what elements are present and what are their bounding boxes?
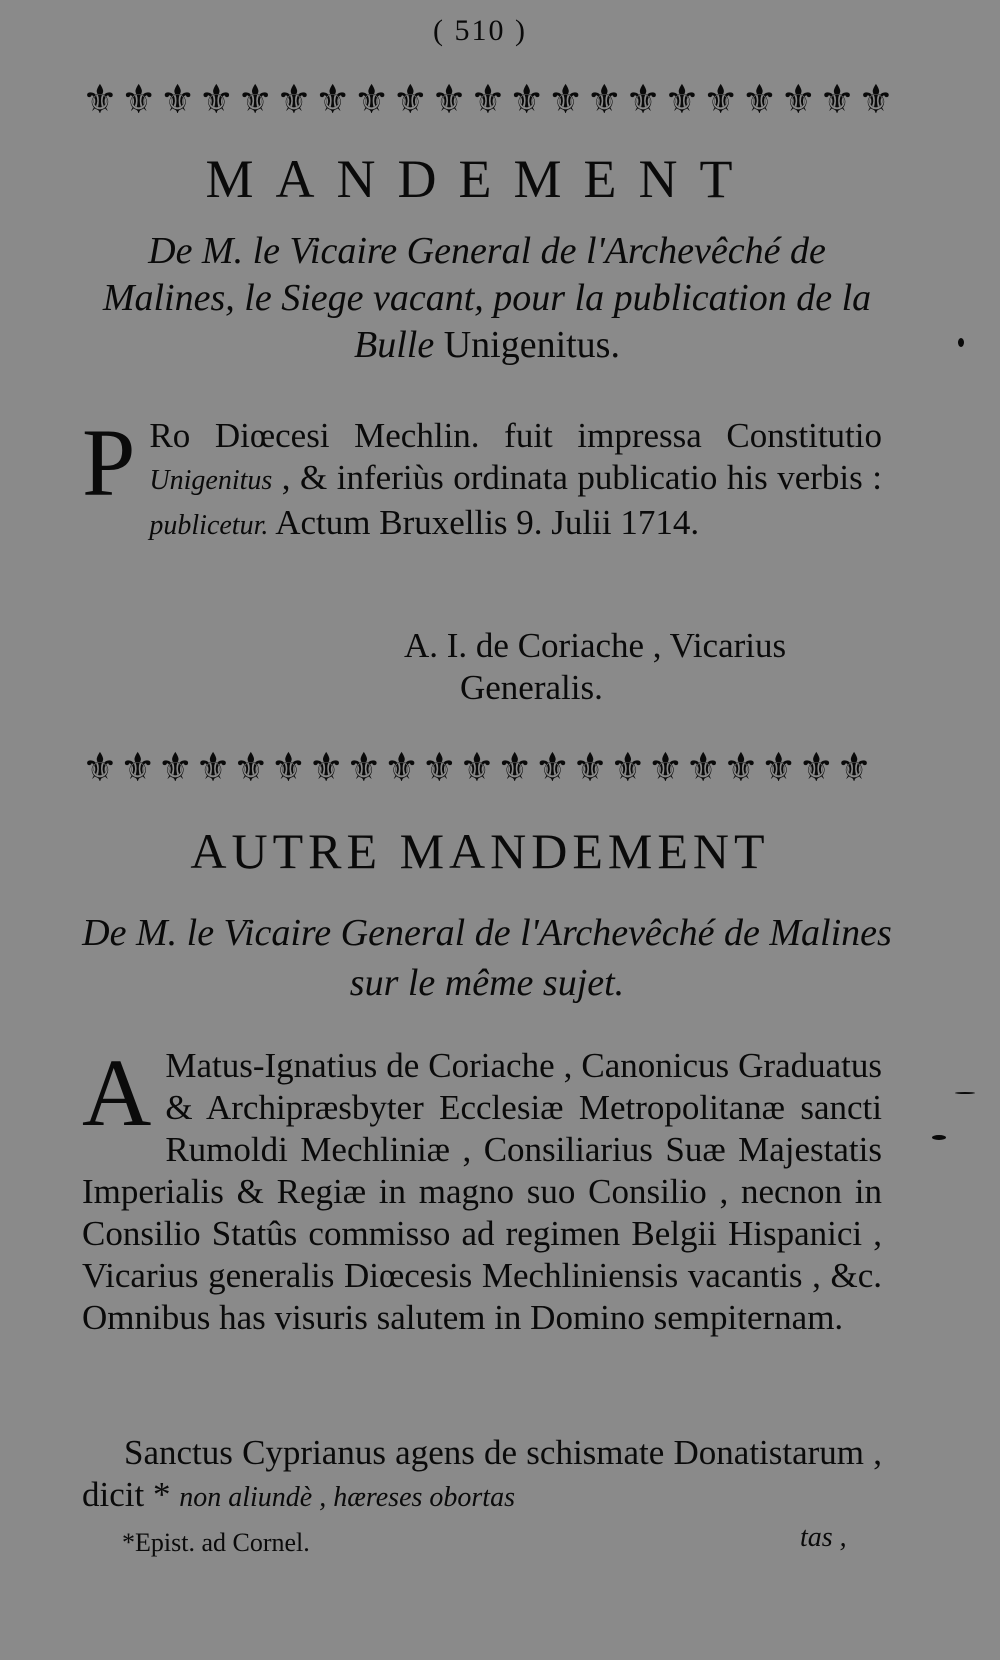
fleur-de-lis-icon: ⚜ (119, 745, 156, 790)
fleur-de-lis-icon: ⚜ (314, 77, 351, 122)
fleur-de-lis-icon: ⚜ (82, 745, 118, 790)
fleur-de-lis-icon: ⚜ (647, 745, 684, 790)
fleur-de-lis-icon: ⚜ (722, 745, 759, 790)
para1-italic-publicetur: publicetur. (149, 510, 269, 541)
para1-italic-unigenitus: Unigenitus (149, 465, 273, 496)
signature-line1: A. I. de Coriache , Vicarius (404, 626, 787, 665)
fleur-de-lis-icon: ⚜ (496, 745, 533, 790)
signature-line2: Generalis. (460, 668, 603, 707)
fleur-de-lis-icon: ⚜ (195, 745, 231, 790)
scan-speck (955, 1092, 975, 1094)
ornament-row-top (82, 77, 894, 122)
dropcap-a: A (82, 1039, 152, 1146)
fleur-de-lis-icon: ⚜ (353, 77, 390, 122)
fleur-de-lis-icon: ⚜ (760, 745, 797, 790)
fleur-de-lis-icon: ⚜ (270, 745, 307, 790)
fleur-de-lis-icon: ⚜ (82, 77, 118, 122)
para3-italic: non aliundè , hæreses obortas (179, 1482, 515, 1513)
para2-body: Matus-Ignatius de Coriache , Canonicus Graduatus & Archipræsbyter Ecclesiæ Metropolitanæ sancti Rumoldi Mechliniæ , Consiliarius Suæ Majestatis Imperialis & Regiæ in magno suo Consilio , necnon in Consilio Statûs commisso ad regimen Belgii Hispanici , Vicarius generalis Diœcesis Mechliniensis vacantis , &c. Omnibus has visuris salutem in Domino sempiternam. (82, 1046, 882, 1337)
fleur-de-lis-icon: ⚜ (431, 77, 468, 122)
fleur-de-lis-icon: ⚜ (421, 745, 458, 790)
autre-mandement-subtitle: De M. le Vicaire General de l'Archevêché de Malines sur le même sujet. (82, 912, 892, 1004)
fleur-de-lis-icon: ⚜ (586, 77, 623, 122)
fleur-de-lis-icon: ⚜ (836, 745, 872, 790)
scan-speck (958, 338, 964, 347)
fleur-de-lis-icon: ⚜ (609, 745, 646, 790)
fleur-de-lis-icon: ⚜ (663, 77, 700, 122)
footnote: *Epist. ad Cornel. (122, 1528, 310, 1557)
paragraph-amatus-ignatius (82, 1039, 882, 1339)
page-number: ( 510 ) (433, 14, 527, 47)
scan-speck (932, 1135, 946, 1140)
fleur-de-lis-icon: ⚜ (469, 77, 506, 122)
para1-text-1: Ro Diœcesi Mechlin. fuit impressa Constitutio (149, 416, 882, 455)
fleur-de-lis-icon: ⚜ (459, 745, 495, 790)
fleur-de-lis-icon: ⚜ (392, 77, 429, 122)
fleur-de-lis-icon: ⚜ (534, 745, 571, 790)
fleur-de-lis-icon: ⚜ (741, 77, 778, 122)
ornament-row-middle (82, 745, 872, 790)
fleur-de-lis-icon: ⚜ (232, 745, 269, 790)
fleur-de-lis-icon: ⚜ (685, 745, 722, 790)
fleur-de-lis-icon: ⚜ (308, 745, 345, 790)
fleur-de-lis-icon: ⚜ (157, 745, 194, 790)
fleur-de-lis-icon: ⚜ (159, 77, 196, 122)
fleur-de-lis-icon: ⚜ (383, 745, 420, 790)
fleur-de-lis-icon: ⚜ (198, 77, 235, 122)
fleur-de-lis-icon: ⚜ (625, 77, 662, 122)
paragraph-pro-dioecesi (82, 409, 882, 547)
mandement-subtitle (82, 228, 892, 369)
para3-text: Sanctus Cyprianus agens de schismate Donatistarum , dicit * (82, 1433, 882, 1514)
fleur-de-lis-icon: ⚜ (275, 77, 312, 122)
fleur-de-lis-icon: ⚜ (857, 77, 894, 122)
catchword: tas , (800, 1522, 847, 1553)
dropcap-p: P (82, 409, 136, 516)
fleur-de-lis-icon: ⚜ (345, 745, 382, 790)
mandement-title: MANDEMENT (205, 149, 755, 209)
fleur-de-lis-icon: ⚜ (702, 77, 739, 122)
fleur-de-lis-icon: ⚜ (798, 745, 835, 790)
signature (404, 625, 904, 709)
fleur-de-lis-icon: ⚜ (780, 77, 817, 122)
fleur-de-lis-icon: ⚜ (819, 77, 855, 122)
fleur-de-lis-icon: ⚜ (547, 77, 584, 122)
autre-mandement-title: AUTRE MANDEMENT (190, 823, 770, 879)
para1-text-3: Actum Bruxellis 9. Julii 1714. (275, 503, 700, 542)
fleur-de-lis-icon: ⚜ (572, 745, 608, 790)
fleur-de-lis-icon: ⚜ (508, 77, 545, 122)
paragraph-sanctus-cyprianus (82, 1432, 882, 1519)
mandement-subtitle-italic: De M. le Vicaire General de l'Archevêché de Malines, le Siege vacant, pour la publication de la Bulle (102, 230, 872, 366)
para1-text-2: , & inferiùs ordinata publicatio his verbis : (281, 458, 882, 497)
fleur-de-lis-icon: ⚜ (120, 77, 157, 122)
mandement-subtitle-roman: Unigenitus. (443, 324, 620, 366)
fleur-de-lis-icon: ⚜ (237, 77, 274, 122)
